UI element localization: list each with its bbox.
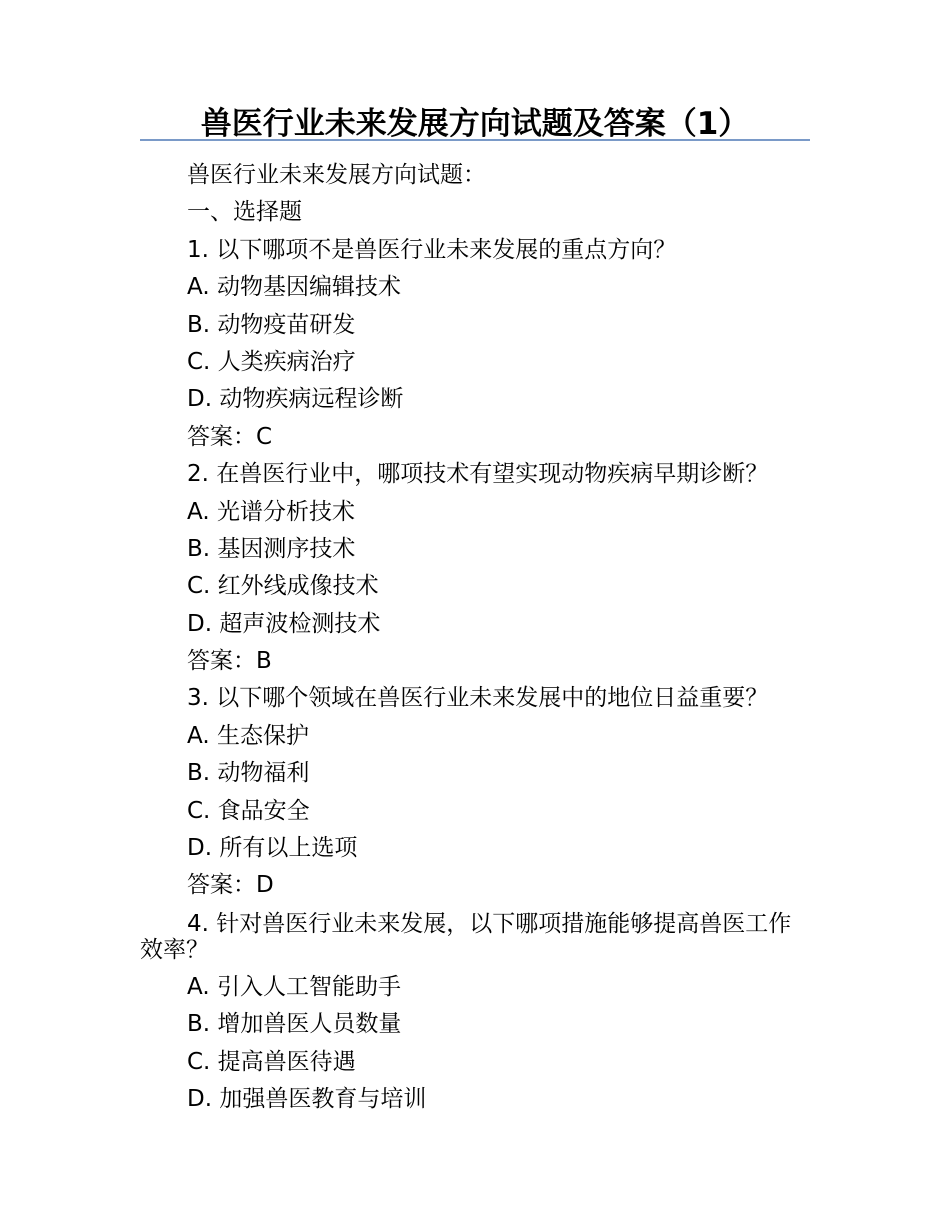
question-option: C. 食品安全 (187, 797, 310, 824)
question-option: A. 生态保护 (187, 722, 309, 749)
section-heading: 一、选择题 (187, 199, 302, 226)
intro-text: 兽医行业未来发展方向试题： (187, 162, 486, 188)
question-option: D. 超声波检测技术 (187, 610, 381, 637)
question-option: D. 加强兽医教育与培训 (187, 1085, 427, 1112)
question-option: B. 基因测序技术 (187, 535, 356, 562)
question-option: C. 红外线成像技术 (187, 573, 379, 600)
question-stem: 4. 针对兽医行业未来发展，以下哪项措施能够提高兽医工作效率？ (140, 910, 792, 963)
title-underline (140, 139, 810, 141)
question-option: D. 动物疾病远程诊断 (187, 386, 404, 413)
question-stem: 2. 在兽医行业中，哪项技术有望实现动物疾病早期诊断？ (187, 461, 769, 488)
question-option: C. 提高兽医待遇 (187, 1048, 356, 1075)
question-option: A. 光谱分析技术 (187, 498, 355, 525)
question-answer: 答案：B (187, 648, 272, 675)
question-option: D. 所有以上选项 (187, 835, 358, 862)
question-option: A. 引入人工智能助手 (187, 973, 401, 1000)
question-option: B. 增加兽医人员数量 (187, 1011, 402, 1038)
question-option: C. 人类疾病治疗 (187, 348, 356, 375)
question-answer: 答案：C (187, 423, 273, 450)
document-body (140, 157, 810, 1118)
document-title: 兽医行业未来发展方向试题及答案（1） (200, 106, 750, 142)
question-option: B. 动物福利 (187, 760, 310, 787)
question-answer: 答案：D (187, 872, 274, 899)
question-stem: 3. 以下哪个领域在兽医行业未来发展中的地位日益重要？ (187, 685, 769, 712)
question-option: A. 动物基因编辑技术 (187, 274, 401, 301)
question-stem: 1. 以下哪项不是兽医行业未来发展的重点方向？ (187, 236, 677, 263)
question-option: B. 动物疫苗研发 (187, 311, 356, 338)
